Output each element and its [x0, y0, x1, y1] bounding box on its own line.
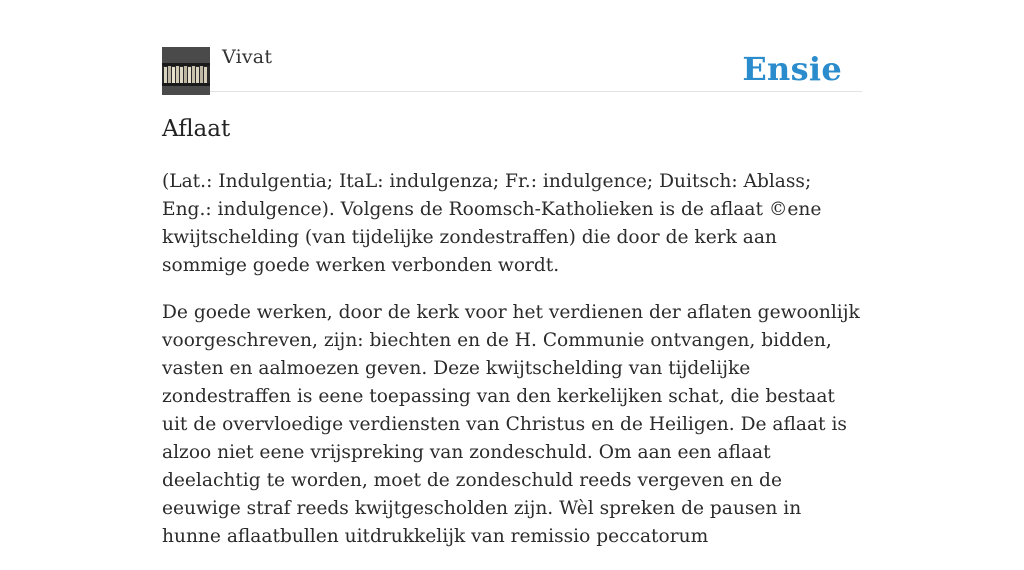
article-paragraph: (Lat.: Indulgentia; ItaL: indulgenza; Fr.: indulgence; Duitsch: Ablass; Eng.: indulgence). Volgens de Roomsch-Katholieken is de aflaat ©ene kwijtschelding (van tijdelijke zondestraffen) die door de kerk aan sommige goede werken verbonden wordt. [162, 171, 822, 276]
article-paragraph: De goede werken, door de kerk voor het verdienen der aflaten gewoonlijk voorgeschreven, zijn: biechten en de H. Communie ontvangen, bidden, vasten en aalmoezen geven. Deze kwijtschelding van tijdelijke zondestraffen is eene toepassing van den kerkelijken schat, die bestaat uit de overvloedige verdiensten van Christus en de Heiligen. De aflaat is alzoo niet eene vrijspreking van zondeschuld. Om aan een aflaat deelachtig te worden, moet de zondeschuld reeds vergeven en de eeuwige straf reeds kwijtgescholden zijn. Wèl spreken de pausen in hunne aflaatbullen uitdrukkelijk van remissio peccatorum [162, 302, 860, 547]
author-avatar[interactable] [162, 47, 210, 95]
article-title: Aflaat [162, 116, 231, 142]
article-page [162, 0, 862, 547]
author-name[interactable]: Vivat [222, 46, 273, 68]
article-header [162, 0, 862, 92]
ensie-logo[interactable]: Ensie [742, 50, 842, 88]
bookshelf-avatar-icon [162, 47, 210, 95]
article-body [162, 168, 862, 570]
